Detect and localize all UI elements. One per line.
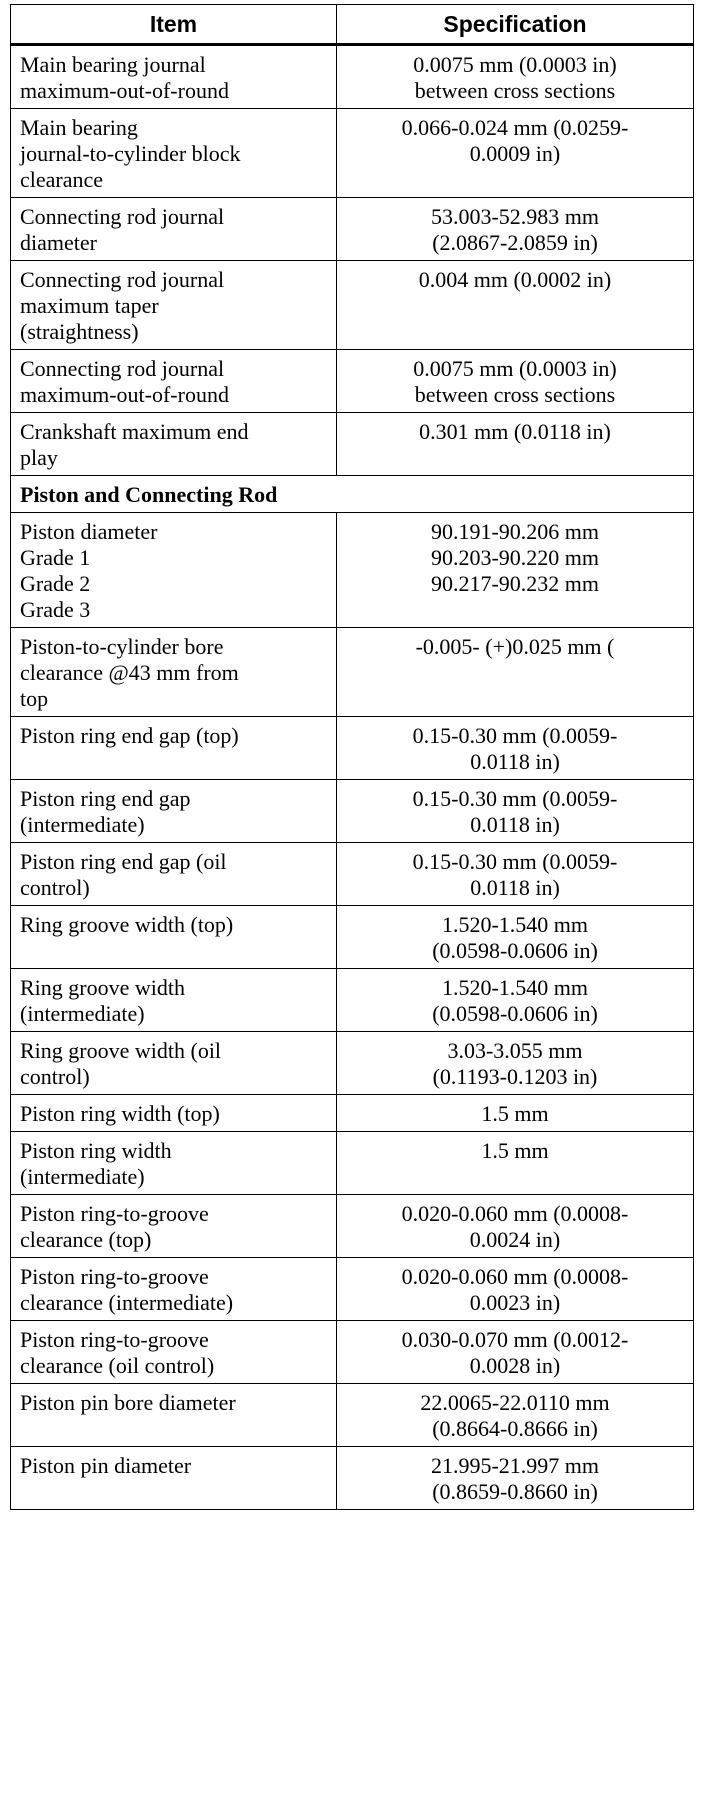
table-row — [11, 1447, 694, 1510]
item-cell: Piston ring-to-groove clearance (intermediate) — [11, 1258, 337, 1321]
specification-cell: 1.5 mm — [337, 1132, 694, 1195]
specification-cell: 3.03-3.055 mm (0.1193-0.1203 in) — [337, 1032, 694, 1095]
item-cell: Connecting rod journal diameter — [11, 198, 337, 261]
item-cell: Piston pin bore diameter — [11, 1384, 337, 1447]
item-cell: Ring groove width (top) — [11, 906, 337, 969]
item-cell: Piston ring end gap (top) — [11, 717, 337, 780]
item-cell: Piston ring end gap (intermediate) — [11, 780, 337, 843]
table-body — [11, 45, 694, 1510]
table-row — [11, 350, 694, 413]
table-row — [11, 1132, 694, 1195]
specification-cell: 0.020-0.060 mm (0.0008- 0.0023 in) — [337, 1258, 694, 1321]
header-row — [11, 5, 694, 45]
table-row — [11, 906, 694, 969]
specification-cell: 0.0075 mm (0.0003 in) between cross sections — [337, 45, 694, 109]
table-row — [11, 413, 694, 476]
item-cell: Connecting rod journal maximum taper (straightness) — [11, 261, 337, 350]
item-cell: Piston-to-cylinder bore clearance @43 mm from top — [11, 628, 337, 717]
item-cell: Piston ring-to-groove clearance (top) — [11, 1195, 337, 1258]
item-cell: Main bearing journal maximum-out-of-round — [11, 45, 337, 109]
table-row — [11, 843, 694, 906]
table-row — [11, 109, 694, 198]
item-cell: Main bearing journal-to-cylinder block clearance — [11, 109, 337, 198]
item-cell: Piston ring width (top) — [11, 1095, 337, 1132]
table-row — [11, 780, 694, 843]
table-row — [11, 1321, 694, 1384]
item-cell: Piston pin diameter — [11, 1447, 337, 1510]
specification-cell: 0.020-0.060 mm (0.0008- 0.0024 in) — [337, 1195, 694, 1258]
table-row — [11, 198, 694, 261]
table-row — [11, 513, 694, 628]
specification-cell: 0.15-0.30 mm (0.0059- 0.0118 in) — [337, 717, 694, 780]
table-row — [11, 717, 694, 780]
item-cell: Ring groove width (intermediate) — [11, 969, 337, 1032]
item-cell: Piston ring-to-groove clearance (oil control) — [11, 1321, 337, 1384]
item-cell: Ring groove width (oil control) — [11, 1032, 337, 1095]
section-header-row — [11, 476, 694, 513]
table-row — [11, 1384, 694, 1447]
item-cell: Piston ring width (intermediate) — [11, 1132, 337, 1195]
specification-cell: 1.5 mm — [337, 1095, 694, 1132]
table-row — [11, 628, 694, 717]
section-title: Piston and Connecting Rod — [11, 476, 694, 513]
specification-cell: 53.003-52.983 mm (2.0867-2.0859 in) — [337, 198, 694, 261]
specification-cell: 0.15-0.30 mm (0.0059- 0.0118 in) — [337, 843, 694, 906]
table-row — [11, 1095, 694, 1132]
item-cell: Piston diameter Grade 1 Grade 2 Grade 3 — [11, 513, 337, 628]
specification-table — [10, 4, 694, 1510]
specification-cell: 0.066-0.024 mm (0.0259- 0.0009 in) — [337, 109, 694, 198]
table-row — [11, 969, 694, 1032]
table-row — [11, 261, 694, 350]
table-row — [11, 45, 694, 109]
specification-cell: 90.191-90.206 mm 90.203-90.220 mm 90.217-90.232 mm — [337, 513, 694, 628]
specification-column-header: Specification — [337, 5, 694, 45]
specification-cell: 22.0065-22.0110 mm (0.8664-0.8666 in) — [337, 1384, 694, 1447]
specification-cell: -0.005- (+)0.025 mm ( — [337, 628, 694, 717]
specification-cell: 1.520-1.540 mm (0.0598-0.0606 in) — [337, 906, 694, 969]
table-row — [11, 1258, 694, 1321]
table-row — [11, 1032, 694, 1095]
item-column-header: Item — [11, 5, 337, 45]
item-cell: Connecting rod journal maximum-out-of-round — [11, 350, 337, 413]
item-cell: Crankshaft maximum end play — [11, 413, 337, 476]
specification-cell: 0.004 mm (0.0002 in) — [337, 261, 694, 350]
item-cell: Piston ring end gap (oil control) — [11, 843, 337, 906]
specification-cell: 1.520-1.540 mm (0.0598-0.0606 in) — [337, 969, 694, 1032]
table-row — [11, 1195, 694, 1258]
specification-cell: 21.995-21.997 mm (0.8659-0.8660 in) — [337, 1447, 694, 1510]
specification-cell: 0.030-0.070 mm (0.0012- 0.0028 in) — [337, 1321, 694, 1384]
specification-cell: 0.0075 mm (0.0003 in) between cross sections — [337, 350, 694, 413]
specification-cell: 0.301 mm (0.0118 in) — [337, 413, 694, 476]
specification-cell: 0.15-0.30 mm (0.0059- 0.0118 in) — [337, 780, 694, 843]
